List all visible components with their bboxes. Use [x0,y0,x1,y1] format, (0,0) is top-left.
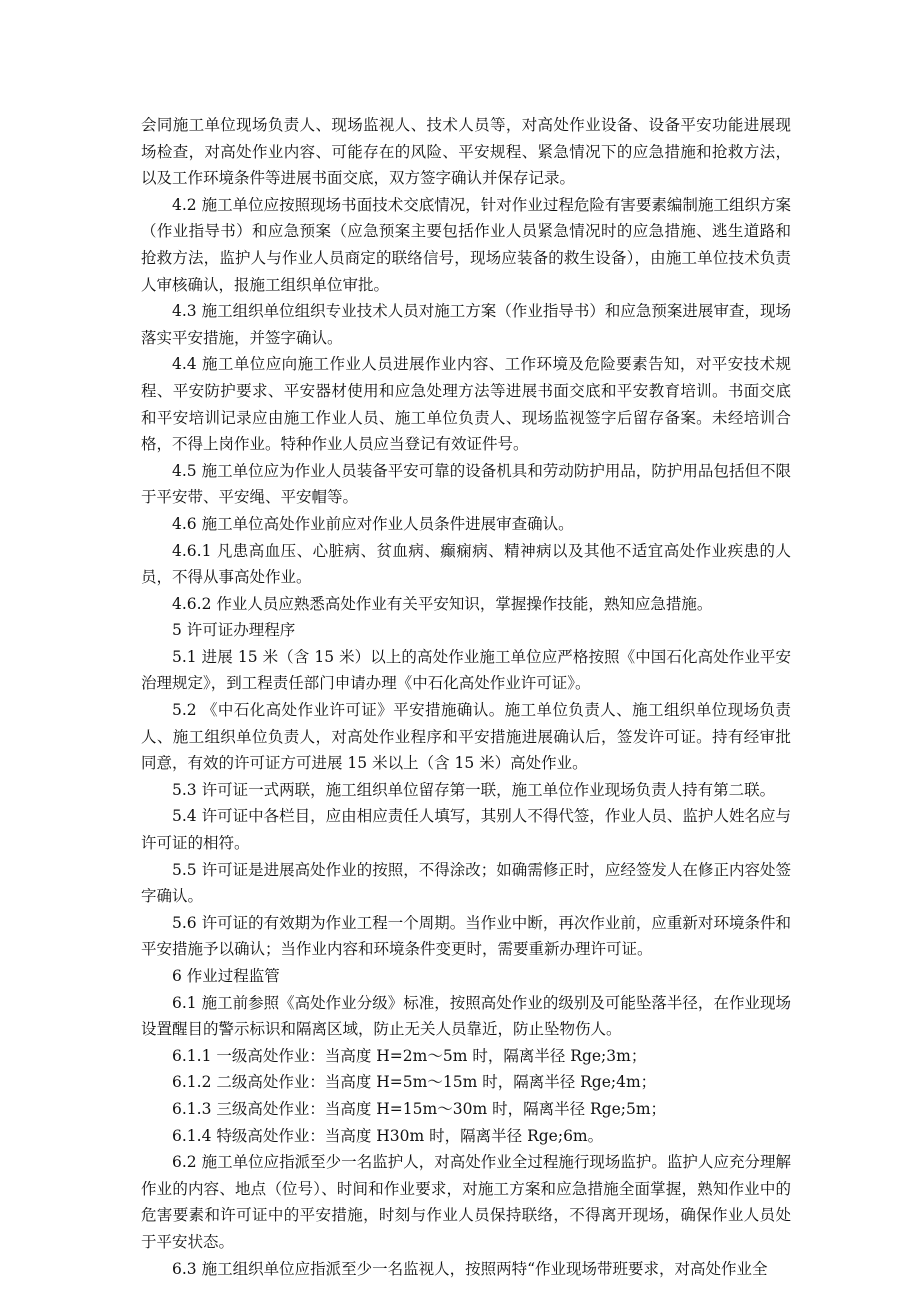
paragraph: 5.6 许可证的有效期为作业工程一个周期。当作业中断，再次作业前，应重新对环境条件和平安措施予以确认；当作业内容和环境条件变更时，需要重新办理许可证。 [141,913,791,959]
paragraph: 5.4 许可证中各栏目，应由相应责任人填写，其别人不得代签，作业人员、监护人姓名应与许可证的相符。 [141,807,791,853]
paragraph: 4.3 施工组织单位组织专业技术人员对施工方案（作业指导书）和应急预案进展审查，现场落实平安措施，并签字确认。 [141,302,791,347]
section-heading: 6 作业过程监管 [172,967,280,985]
paragraph: 5.2 《中石化高处作业许可证》平安措施确认。施工单位负责人、施工组织单位现场负责人、施工组织单位负责人，对高处作业程序和平安措施进展确认后，签发许可证。持有经审批同意，有效的许可证方可进展 15 米以上（含 15 米）高处作业。 [141,701,791,773]
paragraph: 6.1.1 一级高处作业：当高度 H=2m～5m 时，隔离半径 Rge;3m； [172,1046,647,1065]
paragraph: 5.1 进展 15 米（含 15 米）以上的高处作业施工单位应严格按照《中国石化高处作业平安治理规定》，到工程责任部门申请办理《中石化高处作业许可证》。 [141,647,791,693]
paragraph: 会同施工单位现场负责人、现场监视人、技术人员等，对高处作业设备、设备平安功能进展现场检查，对高处作业内容、可能存在的风险、平安规程、紧急情况下的应急措施和抢救方法，以及工作环境条件等进展书面交底，双方签字确认并保存记录。 [141,116,791,188]
paragraph: 6.1.3 三级高处作业：当高度 H=15m～30m 时，隔离半径 Rge;5m； [172,1099,667,1118]
paragraph: 4.6.2 作业人员应熟悉高处作业有关平安知识，掌握操作技能，熟知应急措施。 [172,594,713,613]
document-body [141,112,791,1282]
paragraph: 6.1.2 二级高处作业：当高度 H=5m～15m 时，隔离半径 Rge;4m； [172,1073,657,1092]
section-heading: 5 许可证办理程序 [172,621,296,640]
paragraph: 4.6.1 凡患高血压、心脏病、贫血病、癫痫病、精神病以及其他不适宜高处作业疾患的人员，不得从事高处作业。 [141,541,791,587]
paragraph: 4.6 施工单位高处作业前应对作业人员条件进展审查确认。 [172,514,574,533]
paragraph: 5.5 许可证是进展高处作业的按照，不得涂改；如确需修正时，应经签发人在修正内容处签字确认。 [141,860,791,906]
paragraph: 4.5 施工单位应为作业人员装备平安可靠的设备机具和劳动防护用品，防护用品包括但不限于平安带、平安绳、平安帽等。 [141,461,791,507]
paragraph: 6.1.4 特级高处作业：当高度 H30m 时，隔离半径 Rge;6m。 [172,1126,604,1145]
paragraph: 4.4 施工单位应向施工作业人员进展作业内容、工作环境及危险要素告知，对平安技术规程、平安防护要求、平安器材使用和应急处理方法等进展书面交底和平安教育培训。书面交底和平安培训记录应由施工作业人员、施工单位负责人、现场监视签字后留存备案。未经培训合格，不得上岗作业。特种作业人员应当登记有效证件号。 [141,355,791,454]
paragraph: 5.3 许可证一式两联，施工组织单位留存第一联，施工单位作业现场负责人持有第二联。 [172,780,776,799]
paragraph: 4.2 施工单位应按照现场书面技术交底情况，针对作业过程危险有害要素编制施工组织方案（作业指导书）和应急预案（应急预案主要包括作业人员紧急情况时的应急措施、逃生道路和抢救方法，监护人与作业人员商定的联络信号，现场应装备的救生设备），由施工单位技术负责人审核确认，报施工组织单位审批。 [141,195,791,294]
paragraph: 6.2 施工单位应指派至少一名监护人，对高处作业全过程施行现场监护。监护人应充分理解作业的内容、地点（位号）、时间和作业要求，对施工方案和应急措施全面掌握，熟知作业中的危害要素和许可证中的平安措施，时刻与作业人员保持联络，不得离开现场，确保作业人员处于平安状态。 [141,1153,791,1251]
paragraph: 6.1 施工前参照《高处作业分级》标准，按照高处作业的级别及可能坠落半径，在作业现场设置醒目的警示标识和隔离区域，防止无关人员靠近，防止坠物伤人。 [141,993,791,1039]
paragraph: 6.3 施工组织单位应指派至少一名监视人，按照两特“作业现场带班要求，对高处作业全 [172,1259,768,1278]
